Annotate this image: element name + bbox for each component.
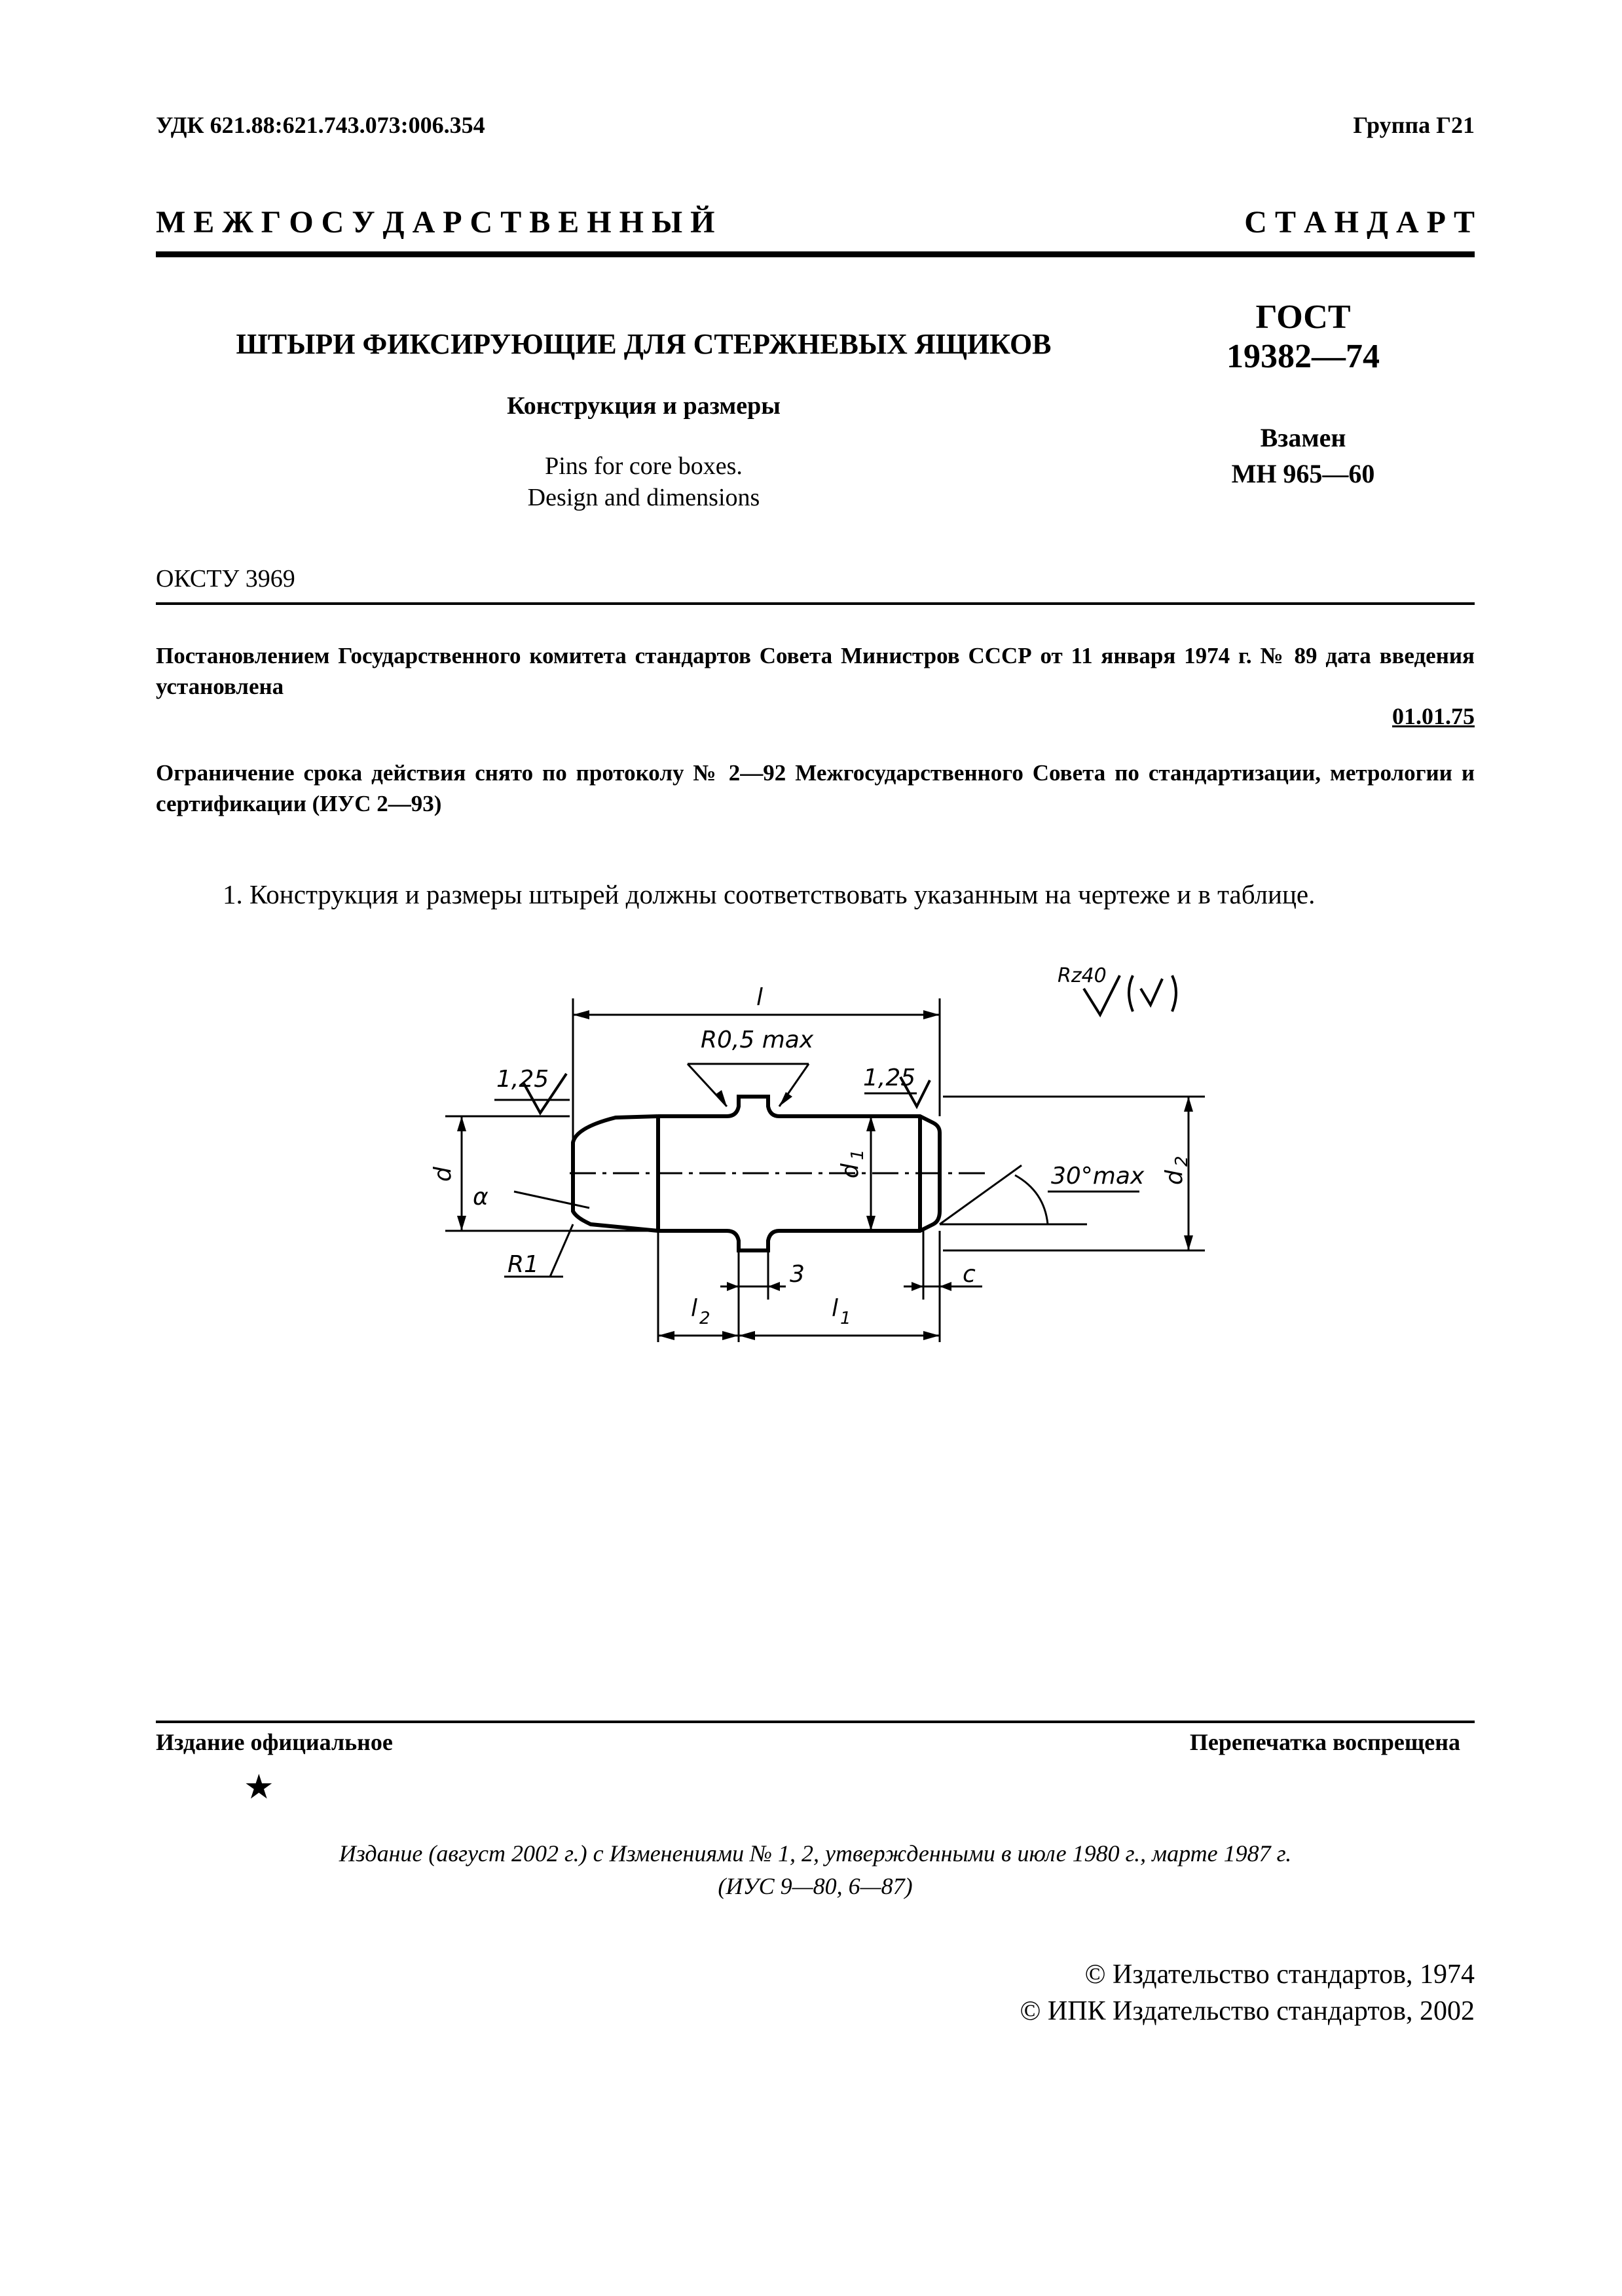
label-l1: l <box>832 1295 839 1322</box>
header-rule <box>156 251 1475 257</box>
copyright-1974: © Издательство стандартов, 1974 <box>1084 1959 1475 1990</box>
label-d2: d <box>1161 1170 1188 1185</box>
introduction-date: 01.01.75 <box>1392 703 1475 729</box>
label-c: c <box>963 1261 976 1288</box>
label-r1: R1 <box>507 1251 539 1278</box>
official-edition: Издание официальное <box>156 1729 393 1755</box>
label-l2-subscript: 2 <box>699 1309 710 1328</box>
label-rz40: Rz40 <box>1058 964 1107 987</box>
star-icon: ★ <box>244 1768 274 1807</box>
label-angle: 30°max <box>1051 1163 1145 1190</box>
label-d: d <box>430 1167 456 1182</box>
banner-word-interstate: М Е Ж Г О С У Д А Р С Т В Е Н Н Ы Й <box>156 205 715 240</box>
okstu-rule <box>156 602 1475 605</box>
english-title-line2: Design and dimensions <box>527 484 760 511</box>
gost-label: ГОСТ <box>1255 299 1351 336</box>
label-d2-subscript: 2 <box>1172 1156 1192 1167</box>
footer-rule <box>156 1721 1475 1723</box>
copyright-2002: © ИПК Издательство стандартов, 2002 <box>1020 1996 1475 2026</box>
edition-note-line2: (ИУС 9—80, 6—87) <box>718 1873 913 1899</box>
banner-word-standard: С Т А Н Д А Р Т <box>1244 205 1475 240</box>
label-d1-subscript: 1 <box>848 1149 868 1160</box>
udk-code: УДК 621.88:621.743.073:006.354 <box>156 112 485 138</box>
label-d1: d <box>837 1163 864 1178</box>
label-l2: l <box>691 1295 698 1322</box>
english-title-line1: Pins for core boxes. <box>545 452 743 480</box>
clause-1: 1. Конструкция и размеры штырей должны соответствовать указанным на чертеже и в таблице. <box>223 879 1316 909</box>
label-length-l: l <box>756 984 764 1011</box>
gost-number: 19382—74 <box>1226 338 1380 375</box>
label-roughness-right: 1,25 <box>863 1065 916 1091</box>
okstu-code: ОКСТУ 3969 <box>156 565 295 592</box>
group-code: Группа Г21 <box>1353 112 1475 138</box>
document-subtitle: Конструкция и размеры <box>507 392 781 420</box>
decree-text: Постановлением Государственного комитета стандартов Совета Министров СССР от 11 января 1974 г. № 89 дата введения установлена <box>156 643 1475 699</box>
reprint-prohibited: Перепечатка воспрещена <box>1189 1729 1460 1755</box>
pin-drawing <box>419 949 1218 1368</box>
limitation-text: Ограничение срока действия снято по протоколу № 2—92 Межгосударственного Совета по стандартизации, метрологии и сертификации (ИУС 2—93) <box>156 760 1475 816</box>
replaces-label: Взамен <box>1260 423 1346 452</box>
edition-note-line1: Издание (август 2002 г.) с Изменениями № 1, 2, утвержденными в июле 1980 г., марте 1987 г. <box>339 1840 1292 1867</box>
replaces-value: МН 965—60 <box>1231 459 1375 488</box>
document-title: ШТЫРИ ФИКСИРУЮЩИЕ ДЛЯ СТЕРЖНЕВЫХ ЯЩИКОВ <box>236 328 1052 360</box>
standard-banner <box>156 204 1475 240</box>
roughness-symbols <box>524 975 1176 1113</box>
label-l1-subscript: 1 <box>840 1309 851 1328</box>
label-r05: R0,5 max <box>701 1027 814 1053</box>
label-alpha: α <box>473 1184 488 1211</box>
label-roughness-left: 1,25 <box>496 1066 549 1093</box>
label-3: 3 <box>790 1261 805 1288</box>
